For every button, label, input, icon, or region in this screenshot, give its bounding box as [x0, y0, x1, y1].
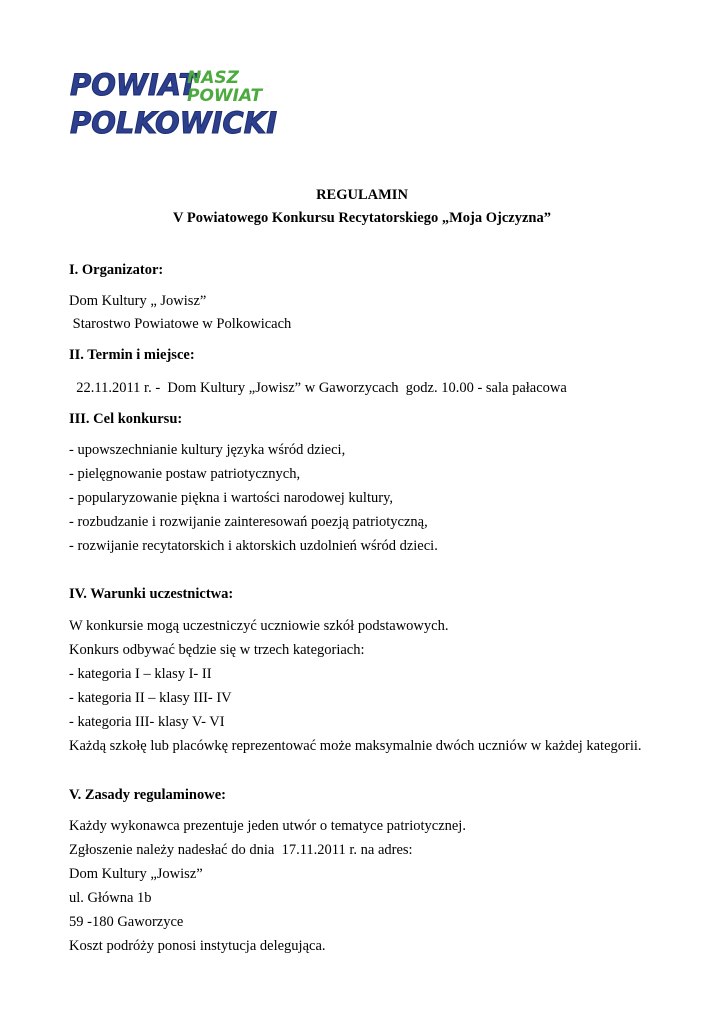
section-heading-organizer: I. Organizator:	[69, 262, 164, 278]
logo-word-polkowicki: POLKOWICKI	[70, 106, 277, 140]
conditions-line: - kategoria I – klasy I- II	[69, 666, 212, 682]
rules-line: 59 -180 Gaworzyce	[69, 914, 184, 930]
organizer-line: Dom Kultury „ Jowisz”	[69, 293, 207, 309]
rules-line: Każdy wykonawca prezentuje jeden utwór o tematyce patriotycznej.	[69, 818, 466, 834]
section-heading-goal: III. Cel konkursu:	[69, 411, 183, 427]
section-heading-date-place: II. Termin i miejsce:	[69, 347, 195, 363]
goal-line: - upowszechnianie kultury języka wśród dzieci,	[69, 442, 346, 458]
date-place-line: 22.11.2011 r. - Dom Kultury „Jowisz” w Gaworzycach godz. 10.00 - sala pałacowa	[69, 380, 567, 396]
goal-line: - rozwijanie recytatorskich i aktorskich uzdolnień wśród dzieci.	[69, 538, 438, 554]
goal-line: - popularyzowanie piękna i wartości narodowej kultury,	[69, 490, 393, 506]
document-title: REGULAMIN	[316, 187, 408, 203]
document-subtitle: V Powiatowego Konkursu Recytatorskiego „Moja Ojczyzna”	[173, 210, 551, 226]
rules-line: Koszt podróży ponosi instytucja delegująca.	[69, 938, 326, 954]
rules-line: ul. Główna 1b	[69, 890, 152, 906]
rules-line: Dom Kultury „Jowisz”	[69, 866, 203, 882]
goal-line: - pielęgnowanie postaw patriotycznych,	[69, 466, 301, 482]
section-heading-rules: V. Zasady regulaminowe:	[69, 787, 226, 803]
conditions-line: Konkurs odbywać będzie się w trzech kategoriach:	[69, 642, 365, 658]
conditions-line: - kategoria III- klasy V- VI	[69, 714, 225, 730]
logo-word-powiat: POWIAT	[70, 68, 199, 102]
logo-tag-powiat: POWIAT	[187, 86, 263, 106]
logo-tag-nasz: NASZ	[187, 68, 239, 88]
section-heading-conditions: IV. Warunki uczestnictwa:	[69, 586, 234, 602]
conditions-line: - kategoria II – klasy III- IV	[69, 690, 232, 706]
organizer-line: Starostwo Powiatowe w Polkowicach	[69, 316, 292, 332]
rules-line: Zgłoszenie należy nadesłać do dnia 17.11.2011 r. na adres:	[69, 842, 413, 858]
conditions-line: Każdą szkołę lub placówkę reprezentować może maksymalnie dwóch uczniów w każdej kategorii.	[69, 738, 642, 754]
logo	[70, 66, 277, 144]
goal-line: - rozbudzanie i rozwijanie zainteresowań poezją patriotyczną,	[69, 514, 428, 530]
conditions-line: W konkursie mogą uczestniczyć uczniowie szkół podstawowych.	[69, 618, 449, 634]
